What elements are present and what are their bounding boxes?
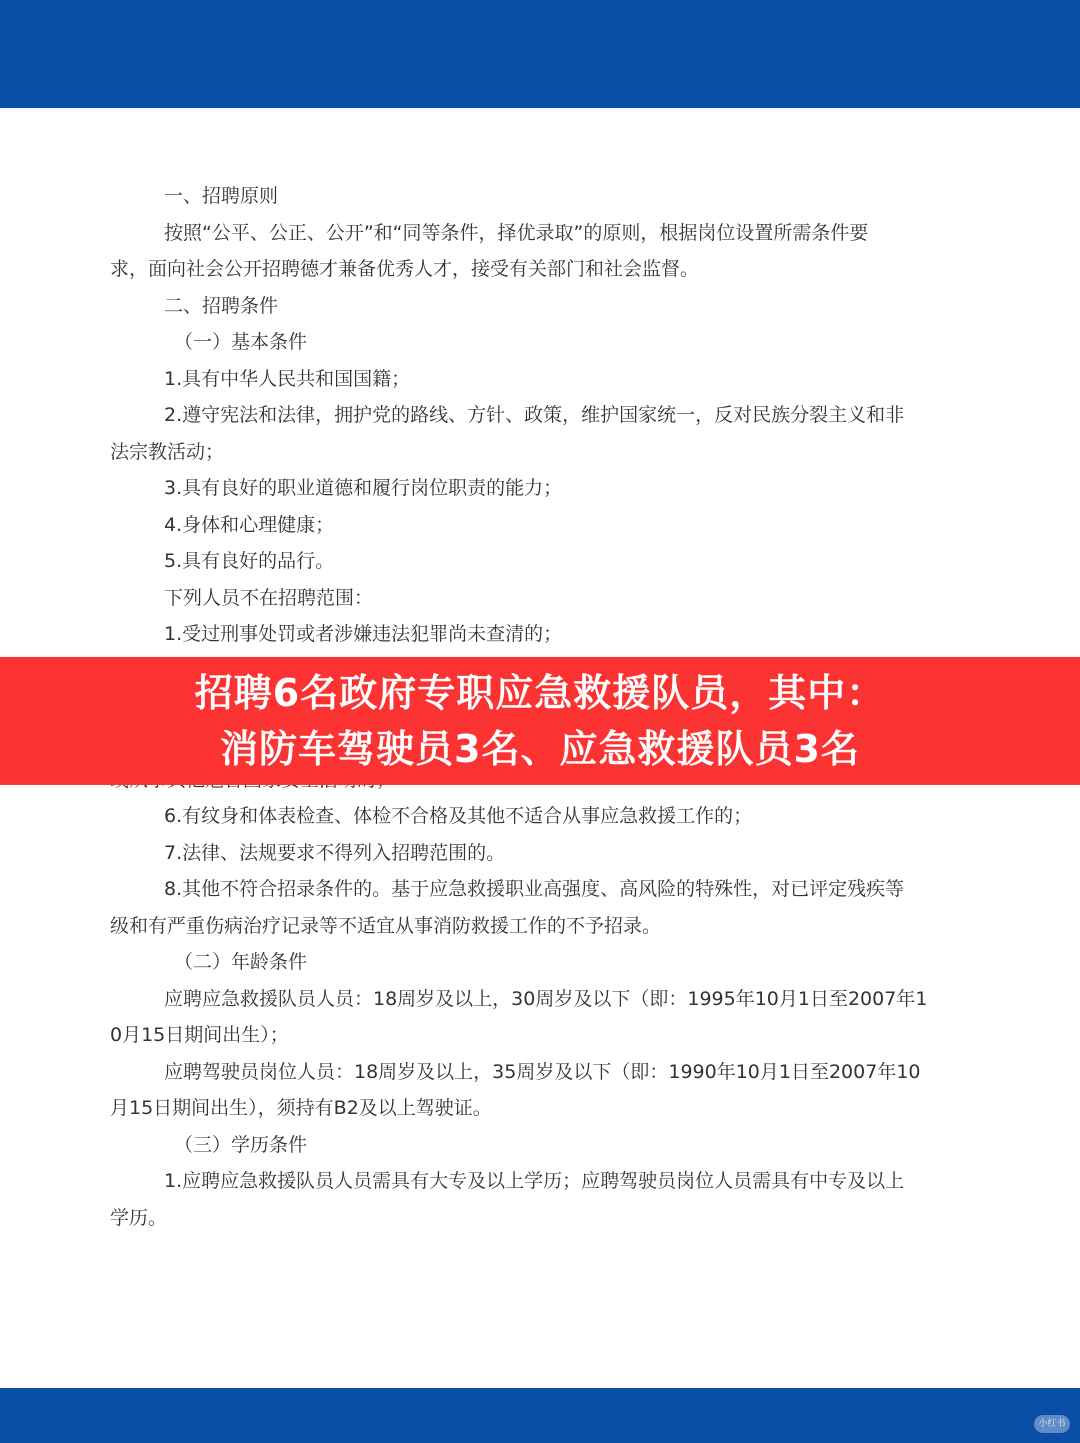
paragraph-line: 学历。 — [110, 1206, 168, 1229]
paragraph-line: 求，面向社会公开招聘德才兼备优秀人才，接受有关部门和社会监督。 — [110, 258, 700, 280]
subsection-heading: （一）基本条件 — [174, 331, 308, 353]
list-item: 4.身体和心理健康； — [164, 513, 335, 536]
subsection-heading: （三）学历条件 — [174, 1133, 308, 1156]
list-item: 6.有纹身和体表检查、体检不合格及其他不适合从事应急救援工作的； — [164, 805, 753, 827]
paragraph-line: 法宗教活动； — [110, 440, 225, 463]
list-item: 1.具有中华人民共和国国籍； — [164, 367, 411, 390]
paragraph-line: 应聘应急救援队员人员：18周岁及以上，30周岁及以下（即：1995年10月1日至2007年1 — [164, 987, 928, 1010]
list-item: 2.遵守宪法和法律，拥护党的路线、方针、政策，维护国家统一，反对民族分裂主义和非 — [164, 404, 905, 426]
list-item: 3.具有良好的职业道德和履行岗位职责的能力； — [164, 477, 563, 499]
paragraph-line: 应聘驾驶员岗位人员：18周岁及以上，35周岁及以下（即：1990年10月1日至2007年10 — [164, 1060, 921, 1083]
list-item: 7.法律、法规要求不得列入招聘范围的。 — [164, 841, 506, 864]
banner-line-1: 招聘6名政府专职应急救援队员，其中： — [194, 671, 886, 715]
top-color-bar — [0, 0, 1080, 108]
paragraph-line: 下列人员不在招聘范围： — [164, 586, 374, 609]
section-heading: 二、招聘条件 — [164, 294, 279, 317]
list-item: 1.受过刑事处罚或者涉嫌违法犯罪尚未查清的； — [164, 623, 563, 645]
bottom-color-bar — [0, 1388, 1080, 1443]
banner-line-2: 消防车驾驶员3名、应急救援队员3名 — [220, 727, 860, 771]
watermark-badge: 小红书 — [1034, 1415, 1070, 1433]
list-item: 5.具有良好的品行。 — [164, 550, 335, 572]
paragraph-line: 级和有严重伤病治疗记录等不适宜从事消防救援工作的不予招录。 — [110, 914, 662, 937]
headline-banner — [0, 657, 1080, 785]
list-item: 8.其他不符合招录条件的。基于应急救援职业高强度、高风险的特殊性，对已评定残疾等 — [164, 878, 905, 900]
paragraph-line: 按照“公平、公正、公开”和“同等条件，择优录取”的原则，根据岗位设置所需条件要 — [164, 221, 869, 244]
section-heading: 一、招聘原则 — [164, 185, 279, 207]
paragraph-line: 月15日期间出生），须持有B2及以上驾驶证。 — [110, 1097, 492, 1119]
subsection-heading: （二）年龄条件 — [174, 951, 308, 973]
paragraph-line: 0月15日期间出生）； — [110, 1024, 289, 1046]
list-item: 1.应聘应急救援队员人员需具有大专及以上学历；应聘驾驶员岗位人员需具有中专及以上 — [164, 1170, 905, 1192]
